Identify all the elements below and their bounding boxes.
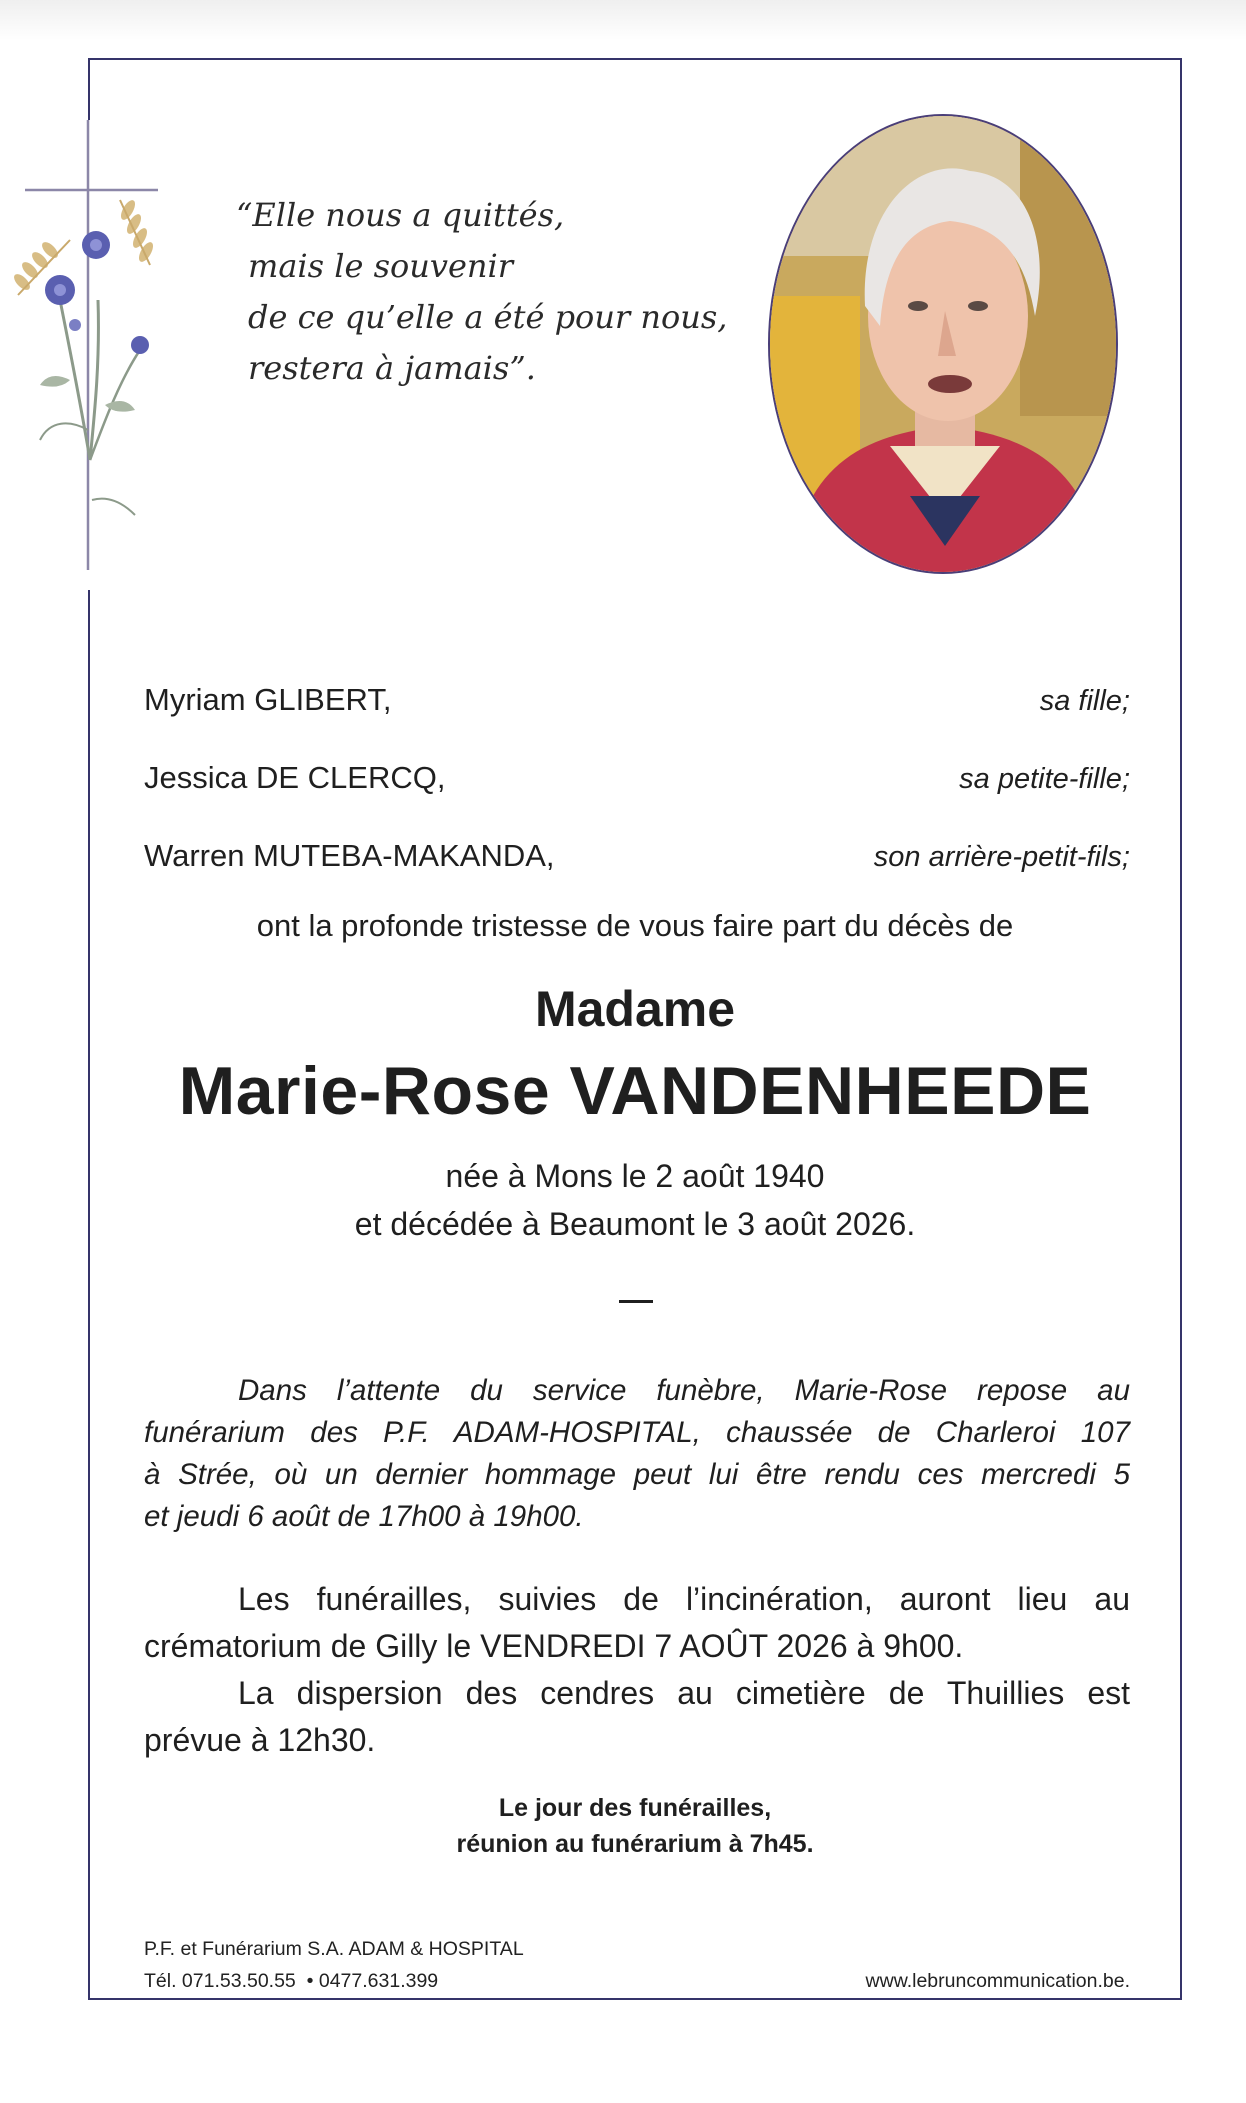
- birth-info: née à Mons le 2 août 1940: [445, 1158, 825, 1194]
- paragraph-line: Les funérailles, suivies de l’incinération, auront lieu au: [238, 1581, 1130, 1617]
- quote-line: “Elle nous a quittés,: [236, 196, 565, 234]
- quote-line: de ce qu’elle a été pour nous,: [248, 298, 728, 336]
- quote-line: restera à jamais”.: [248, 349, 536, 387]
- separator-dash: [619, 1300, 653, 1303]
- paragraph-line: crématorium de Gilly le VENDREDI 7 AOÛT 2026 à 9h00.: [144, 1628, 964, 1664]
- portrait-photo: [768, 114, 1118, 574]
- family-row: [144, 838, 1130, 882]
- family-name: Jessica DE CLERCQ,: [144, 760, 446, 795]
- family-row: [144, 682, 1130, 726]
- funeral-paragraph: [144, 1576, 1130, 1764]
- paragraph-line: funérarium des P.F. ADAM-HOSPITAL, chaussée de Charleroi 107: [144, 1416, 1130, 1449]
- family-relation: sa petite-fille;: [959, 763, 1130, 795]
- family-name: Myriam GLIBERT,: [144, 682, 392, 717]
- family-row: [144, 760, 1130, 804]
- paragraph-line: prévue à 12h30.: [144, 1722, 376, 1758]
- deceased-title: Madame: [534, 981, 736, 1037]
- memorial-quote: [236, 190, 756, 394]
- footer-company: P.F. et Funérarium S.A. ADAM & HOSPITAL: [144, 1938, 524, 1960]
- family-relation: sa fille;: [1039, 685, 1130, 717]
- announcement: ont la profonde tristesse de vous faire part du décès de: [256, 908, 1014, 943]
- footer-phones: Tél. 071.53.50.55 • 0477.631.399: [144, 1970, 439, 1992]
- footer-website: www.lebruncommunication.be.: [865, 1970, 1130, 1992]
- paragraph-line: et jeudi 6 août de 17h00 à 19h00.: [144, 1500, 584, 1533]
- family-name: Warren MUTEBA-MAKANDA,: [144, 838, 555, 873]
- gathering-line: réunion au funérarium à 7h45.: [456, 1830, 814, 1858]
- gathering-line: Le jour des funérailles,: [498, 1794, 772, 1822]
- paragraph-line: La dispersion des cendres au cimetière de Thuillies est: [238, 1675, 1130, 1711]
- family-relation: son arrière-petit-fils;: [873, 841, 1130, 873]
- quote-line: mais le souvenir: [248, 247, 514, 285]
- funerarium-paragraph: [144, 1370, 1130, 1538]
- deceased-name: Marie-Rose VANDENHEEDE: [178, 1053, 1092, 1129]
- paragraph-line: Dans l’attente du service funèbre, Marie-Rose repose au: [238, 1374, 1130, 1407]
- paragraph-line: à Strée, où un dernier hommage peut lui être rendu ces mercredi 5: [144, 1458, 1130, 1491]
- death-info: et décédée à Beaumont le 3 août 2026.: [354, 1206, 916, 1242]
- cross-flowers-icon: [0, 120, 200, 600]
- top-shadow: [0, 0, 1246, 40]
